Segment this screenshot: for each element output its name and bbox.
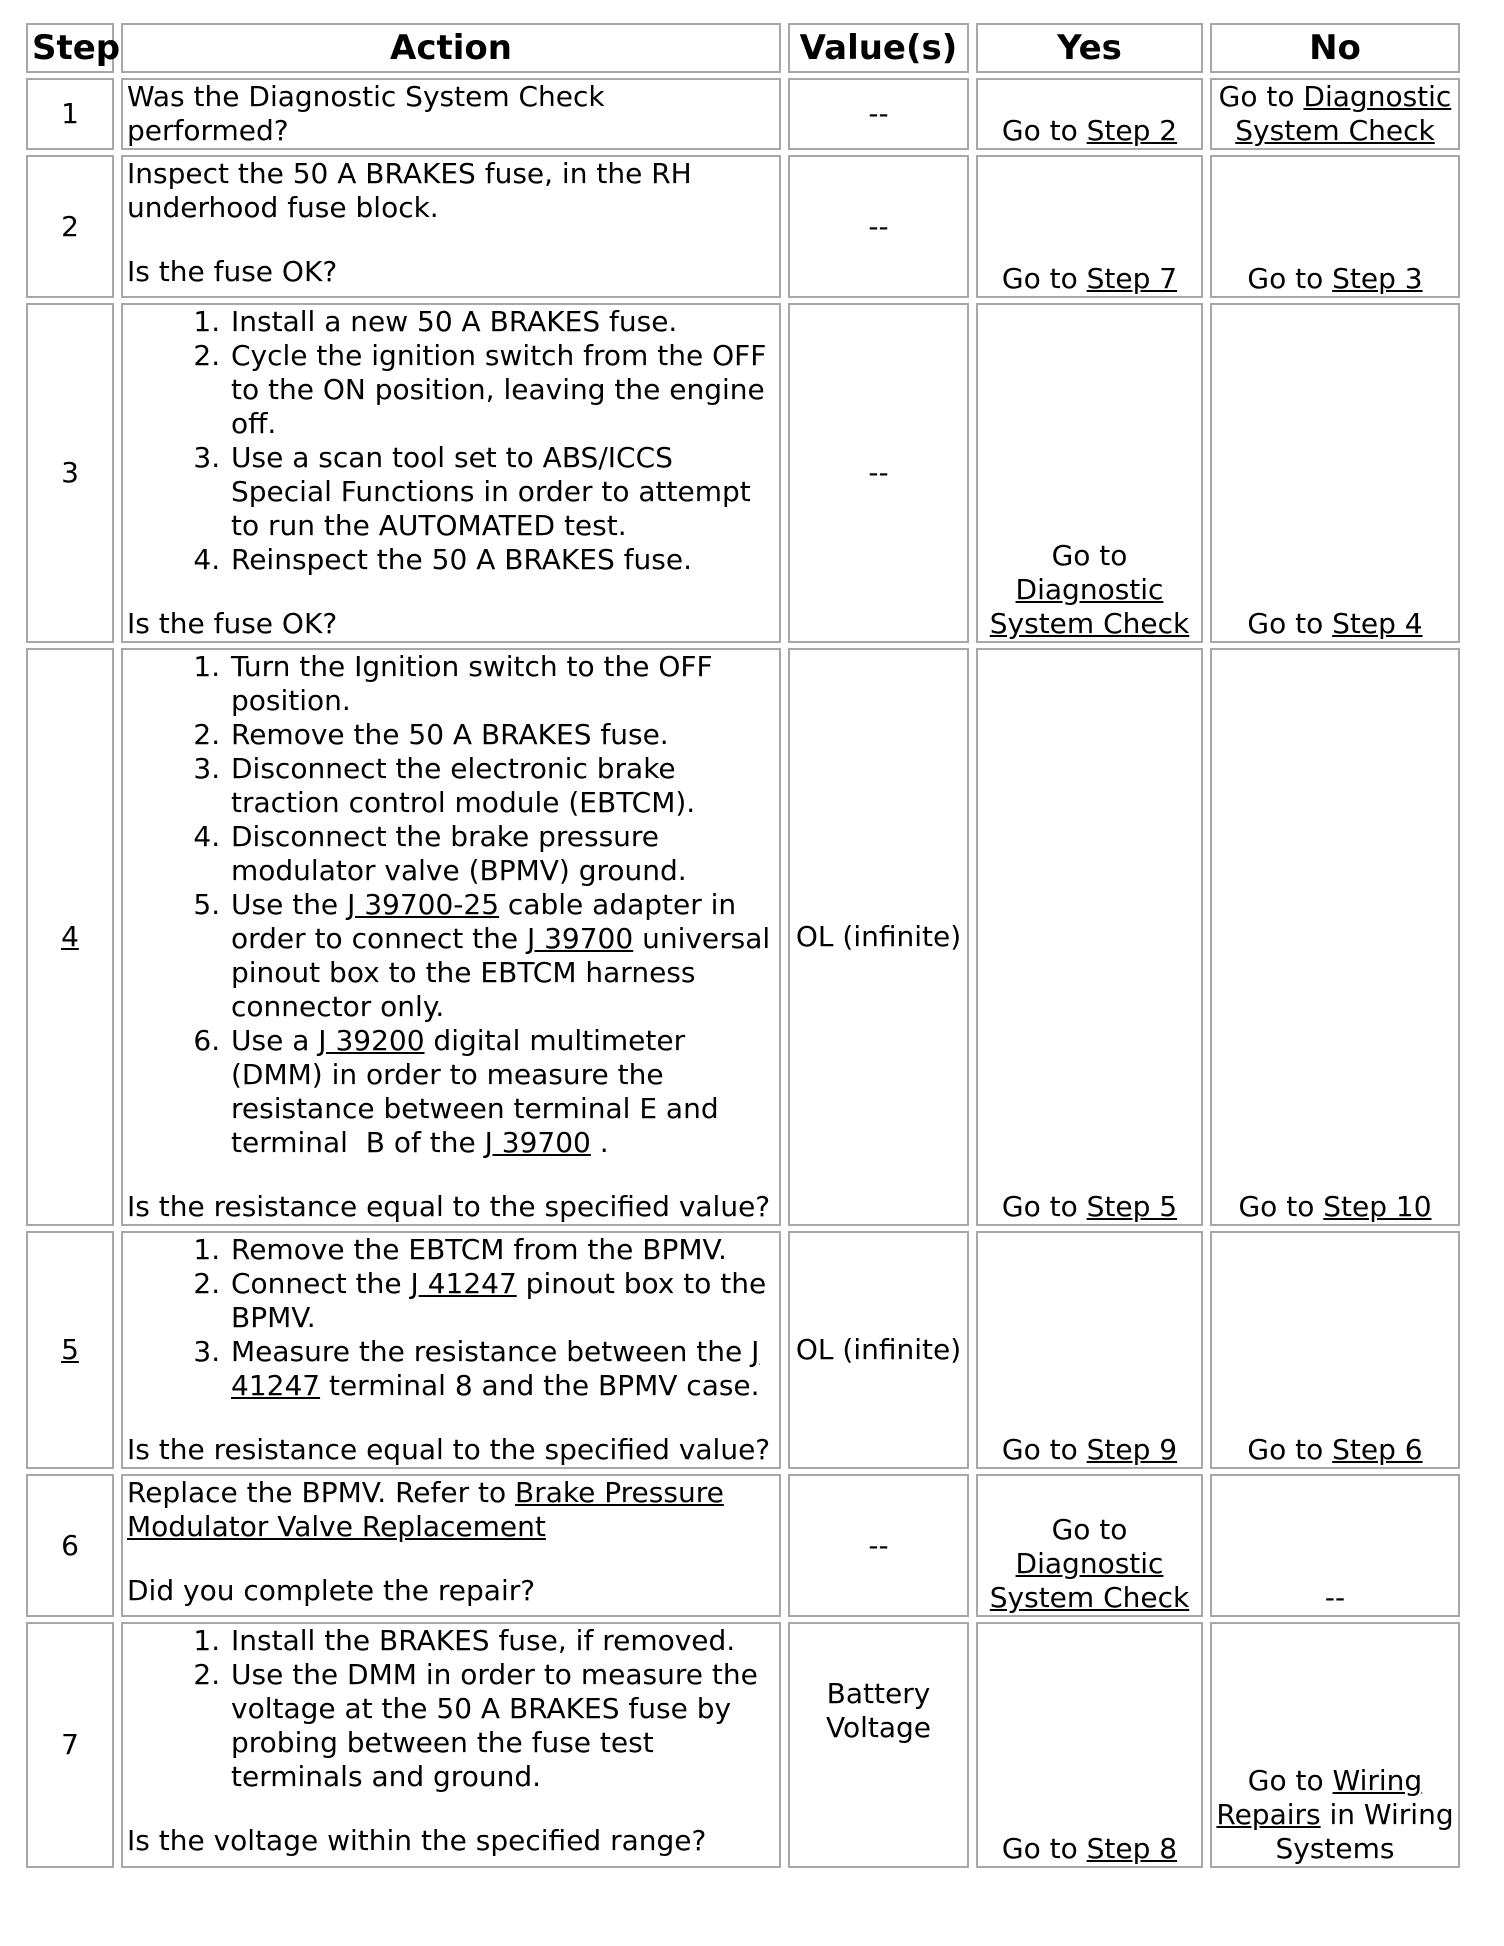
step-link[interactable]: 4 — [61, 920, 79, 953]
step-number: 1 — [26, 78, 114, 150]
step-number — [26, 648, 114, 1226]
no-cell — [1210, 78, 1460, 150]
list-item — [229, 1024, 775, 1160]
no-link[interactable]: Step 4 — [1332, 607, 1423, 640]
step-link[interactable]: 5 — [61, 1333, 79, 1366]
no-link[interactable]: Step 6 — [1332, 1433, 1423, 1466]
action-question: Is the voltage within the specified range? — [127, 1824, 707, 1857]
value-cell: -- — [788, 78, 969, 150]
yes-prefix: Go to — [1051, 539, 1128, 572]
header-row — [26, 23, 1460, 73]
action-question: Is the fuse OK? — [127, 607, 338, 640]
yes-link[interactable]: Step 5 — [1086, 1190, 1178, 1223]
no-link[interactable]: Step 10 — [1323, 1190, 1432, 1223]
step-number: 7 — [26, 1622, 114, 1868]
list-item: 2. Use the DMM in order to measure the voltage at the 50 A BRAKES fuse by probing between the fuse test terminals and ground. — [229, 1658, 775, 1794]
text-fragment: universal pinout box to the EBTCM harness connector only. — [231, 922, 771, 1023]
step-number: 2 — [26, 155, 114, 298]
yes-prefix: Go to — [1001, 1190, 1087, 1223]
list-item — [229, 1335, 775, 1403]
yes-cell — [976, 1622, 1203, 1868]
header-yes: Yes — [976, 23, 1203, 73]
yes-prefix: Go to — [1001, 1433, 1087, 1466]
action-text — [127, 1476, 775, 1544]
no-cell — [1210, 155, 1460, 298]
yes-link[interactable]: Step 7 — [1086, 262, 1178, 295]
action-cell — [121, 648, 781, 1226]
yes-link[interactable]: Diagnostic System Check — [989, 573, 1190, 640]
header-action: Action — [121, 23, 781, 73]
list-item: 4. Disconnect the brake pressure modulator valve (BPMV) ground. — [229, 820, 775, 888]
no-prefix: Go to — [1247, 607, 1333, 640]
value-cell: -- — [788, 155, 969, 298]
action-list — [127, 1624, 775, 1794]
no-link[interactable]: Wiring Repairs — [1216, 1764, 1423, 1831]
step-number: 3 — [26, 303, 114, 643]
list-item: 1. Turn the Ignition switch to the OFF position. — [229, 650, 775, 718]
yes-prefix: Go to — [1051, 1513, 1128, 1546]
text-fragment: pinout box to the BPMV. — [231, 1267, 767, 1334]
no-cell — [1210, 1622, 1460, 1868]
action-question: Is the resistance equal to the specified value? — [127, 1190, 771, 1223]
text-fragment: Measure the resistance between the — [231, 1335, 752, 1368]
text-fragment: digital multimeter (DMM) in order to measure the resistance between terminal E and terminal B of the — [231, 1024, 728, 1159]
yes-link[interactable]: Diagnostic System Check — [989, 1547, 1190, 1614]
value-cell: -- — [788, 303, 969, 643]
list-item: 3. Disconnect the electronic brake traction control module (EBTCM). — [229, 752, 775, 820]
list-item: 2. Remove the 50 A BRAKES fuse. — [229, 718, 775, 752]
no-prefix: Go to — [1247, 1433, 1333, 1466]
table-row — [26, 648, 1460, 1226]
text-fragment: . — [590, 1126, 609, 1159]
yes-prefix: Go to — [1001, 262, 1087, 295]
step-number: 6 — [26, 1474, 114, 1617]
diagnostic-table-container — [26, 18, 1474, 1873]
action-question: Is the fuse OK? — [127, 255, 338, 288]
list-item: 3. Use a scan tool set to ABS/ICCS Special Functions in order to attempt to run the AUTOMATED test. — [229, 441, 775, 543]
action-question: Did you complete the repair? — [127, 1574, 536, 1607]
action-list — [127, 650, 775, 1160]
text-fragment: terminal 8 and the BPMV case. — [320, 1369, 760, 1402]
list-item: 1. Install the BRAKES fuse, if removed. — [229, 1624, 775, 1658]
table-row — [26, 1474, 1460, 1617]
action-cell — [121, 1622, 781, 1868]
yes-cell — [976, 1231, 1203, 1469]
value-text: Battery Voltage — [825, 1677, 932, 1744]
action-cell — [121, 155, 781, 298]
diagnostic-table — [19, 18, 1467, 1873]
tool-link[interactable]: J 39700-25 — [347, 888, 500, 921]
text-fragment: Use a — [231, 1024, 319, 1057]
no-suffix: in Wiring Systems — [1275, 1798, 1454, 1865]
tool-link[interactable]: J 39700 — [484, 1126, 591, 1159]
no-link[interactable]: Diagnostic System Check — [1235, 80, 1452, 147]
header-step: Step — [26, 23, 114, 73]
procedure-link[interactable]: Brake Pressure Modulator Valve Replacement — [127, 1476, 724, 1543]
text-fragment: cable adapter in order to connect the — [231, 888, 737, 955]
list-item — [229, 1267, 775, 1335]
yes-link[interactable]: Step 2 — [1086, 114, 1178, 147]
tool-link[interactable]: J 41247 — [231, 1335, 760, 1402]
text-fragment: Replace the BPMV. Refer to — [127, 1476, 516, 1509]
no-prefix: Go to — [1218, 80, 1304, 113]
header-values: Value(s) — [788, 23, 969, 73]
action-cell — [121, 303, 781, 643]
no-cell — [1210, 1231, 1460, 1469]
action-question: Is the resistance equal to the specified value? — [127, 1433, 771, 1466]
list-item: 1. Install a new 50 A BRAKES fuse. — [229, 305, 775, 339]
action-text: Was the Diagnostic System Check performed? — [127, 80, 605, 147]
no-prefix: Go to — [1247, 262, 1333, 295]
value-cell — [788, 1622, 969, 1868]
table-row — [26, 303, 1460, 643]
tool-link[interactable]: J 41247 — [410, 1267, 517, 1300]
list-item: 1. Remove the EBTCM from the BPMV. — [229, 1233, 775, 1267]
header-no: No — [1210, 23, 1460, 73]
table-row — [26, 1231, 1460, 1469]
text-fragment: Connect the — [231, 1267, 411, 1300]
no-link[interactable]: Step 3 — [1332, 262, 1423, 295]
yes-cell — [976, 648, 1203, 1226]
table-row — [26, 78, 1460, 150]
yes-cell — [976, 78, 1203, 150]
no-cell — [1210, 648, 1460, 1226]
table-row — [26, 155, 1460, 298]
action-list — [127, 1233, 775, 1403]
list-item: 2. Cycle the ignition switch from the OFF to the ON position, leaving the engine off. — [229, 339, 775, 441]
yes-cell — [976, 1474, 1203, 1617]
action-cell — [121, 1474, 781, 1617]
yes-link[interactable]: Step 9 — [1086, 1433, 1178, 1466]
value-cell: OL (infinite) — [788, 648, 969, 1226]
tool-link[interactable]: J 39200 — [318, 1024, 425, 1057]
yes-prefix: Go to — [1001, 1832, 1087, 1865]
yes-prefix: Go to — [1001, 114, 1087, 147]
step-number — [26, 1231, 114, 1469]
action-cell — [121, 1231, 781, 1469]
yes-link[interactable]: Step 8 — [1086, 1832, 1178, 1865]
action-text: Inspect the 50 A BRAKES fuse, in the RH underhood fuse block. — [127, 157, 692, 224]
yes-cell — [976, 303, 1203, 643]
value-cell: OL (infinite) — [788, 1231, 969, 1469]
action-cell — [121, 78, 781, 150]
tool-link[interactable]: J 39700 — [526, 922, 634, 955]
no-cell — [1210, 303, 1460, 643]
list-item: 4. Reinspect the 50 A BRAKES fuse. — [229, 543, 775, 577]
no-prefix: Go to — [1247, 1764, 1333, 1797]
action-list — [127, 305, 775, 577]
value-cell: -- — [788, 1474, 969, 1617]
no-cell: -- — [1210, 1474, 1460, 1617]
yes-cell — [976, 155, 1203, 298]
text-fragment: Use the — [231, 888, 348, 921]
no-prefix: Go to — [1238, 1190, 1324, 1223]
table-row — [26, 1622, 1460, 1868]
list-item — [229, 888, 775, 1024]
